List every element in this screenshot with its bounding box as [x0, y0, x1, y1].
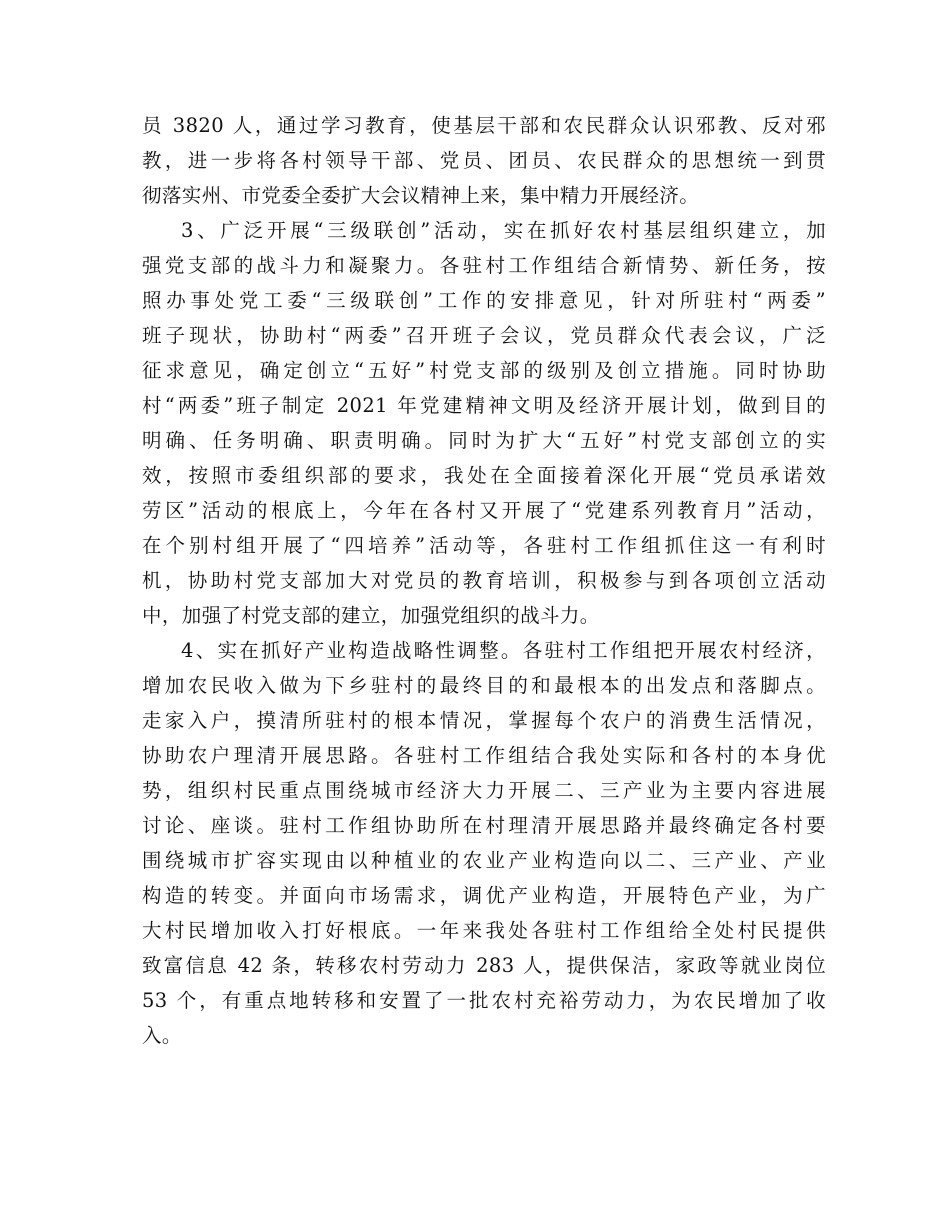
- text-line: 致富信息 42 条，转移农村劳动力 283 人，提供保洁，家政等就业岗位: [142, 954, 826, 977]
- text-line: 构造的转变。并面向市场需求，调优产业构造，开展特色产业，为广: [142, 884, 826, 907]
- text-line: 大村民增加收入打好根底。一年来我处各驻村工作组给全处村民提供: [142, 919, 826, 942]
- text-line: 征求意见，确定创立“五好”村党支部的级别及创立措施。同时协助: [142, 359, 826, 382]
- text-line: 效，按照市委组织部的要求，我处在全面接着深化开展“党员承诺效: [142, 464, 826, 487]
- text-line: 讨论、座谈。驻村工作组协助所在村理清开展思路并最终确定各村要: [142, 814, 826, 837]
- text-line: 劳区”活动的根底上，今年在各村又开展了“党建系列教育月”活动，: [142, 499, 826, 522]
- text-line: 员 3820 人，通过学习教育，使基层干部和农民群众认识邪教、反对邪: [142, 114, 826, 137]
- text-line: 中，加强了村党支部的建立，加强党组织的战斗力。: [142, 604, 600, 627]
- paragraph-continued: [142, 108, 826, 213]
- paragraph-item-3: [142, 213, 826, 633]
- text-line: 在个别村组开展了“四培养”活动等，各驻村工作组抓住这一有利时: [142, 534, 826, 557]
- text-line: 走家入户，摸清所驻村的根本情况，掌握每个农户的消费生活情况，: [142, 709, 826, 732]
- text-line: 彻落实州、市党委全委扩大会议精神上来，集中精力开展经济。: [142, 184, 700, 207]
- paragraph-item-4: [142, 633, 826, 1053]
- text-line: 4、实在抓好产业构造战略性调整。各驻村工作组把开展农村经济，: [181, 639, 826, 662]
- document-page: [142, 108, 826, 1053]
- text-line: 入。: [142, 1024, 182, 1047]
- text-line: 3、广泛开展“三级联创”活动，实在抓好农村基层组织建立，加: [181, 219, 826, 242]
- text-line: 53 个，有重点地转移和安置了一批农村充裕劳动力，为农民增加了收: [142, 989, 826, 1012]
- text-line: 明确、任务明确、职责明确。同时为扩大“五好”村党支部创立的实: [142, 429, 826, 452]
- text-line: 村“两委”班子制定 2021 年党建精神文明及经济开展计划，做到目的: [142, 394, 826, 417]
- text-line: 协助农户理清开展思路。各驻村工作组结合我处实际和各村的本身优: [142, 744, 826, 767]
- text-line: 强党支部的战斗力和凝聚力。各驻村工作组结合新情势、新任务，按: [142, 254, 826, 277]
- text-line: 照办事处党工委“三级联创”工作的安排意见，针对所驻村“两委”: [142, 289, 826, 312]
- text-line: 机，协助村党支部加大对党员的教育培训，积极参与到各项创立活动: [142, 569, 826, 592]
- text-line: 增加农民收入做为下乡驻村的最终目的和最根本的出发点和落脚点。: [142, 674, 826, 697]
- text-line: 班子现状，协助村“两委”召开班子会议，党员群众代表会议，广泛: [142, 324, 826, 347]
- text-line: 势，组织村民重点围绕城市经济大力开展二、三产业为主要内容进展: [142, 779, 826, 802]
- text-line: 围绕城市扩容实现由以种植业的农业产业构造向以二、三产业、产业: [142, 849, 826, 872]
- text-line: 教，进一步将各村领导干部、党员、团员、农民群众的思想统一到贯: [142, 149, 826, 172]
